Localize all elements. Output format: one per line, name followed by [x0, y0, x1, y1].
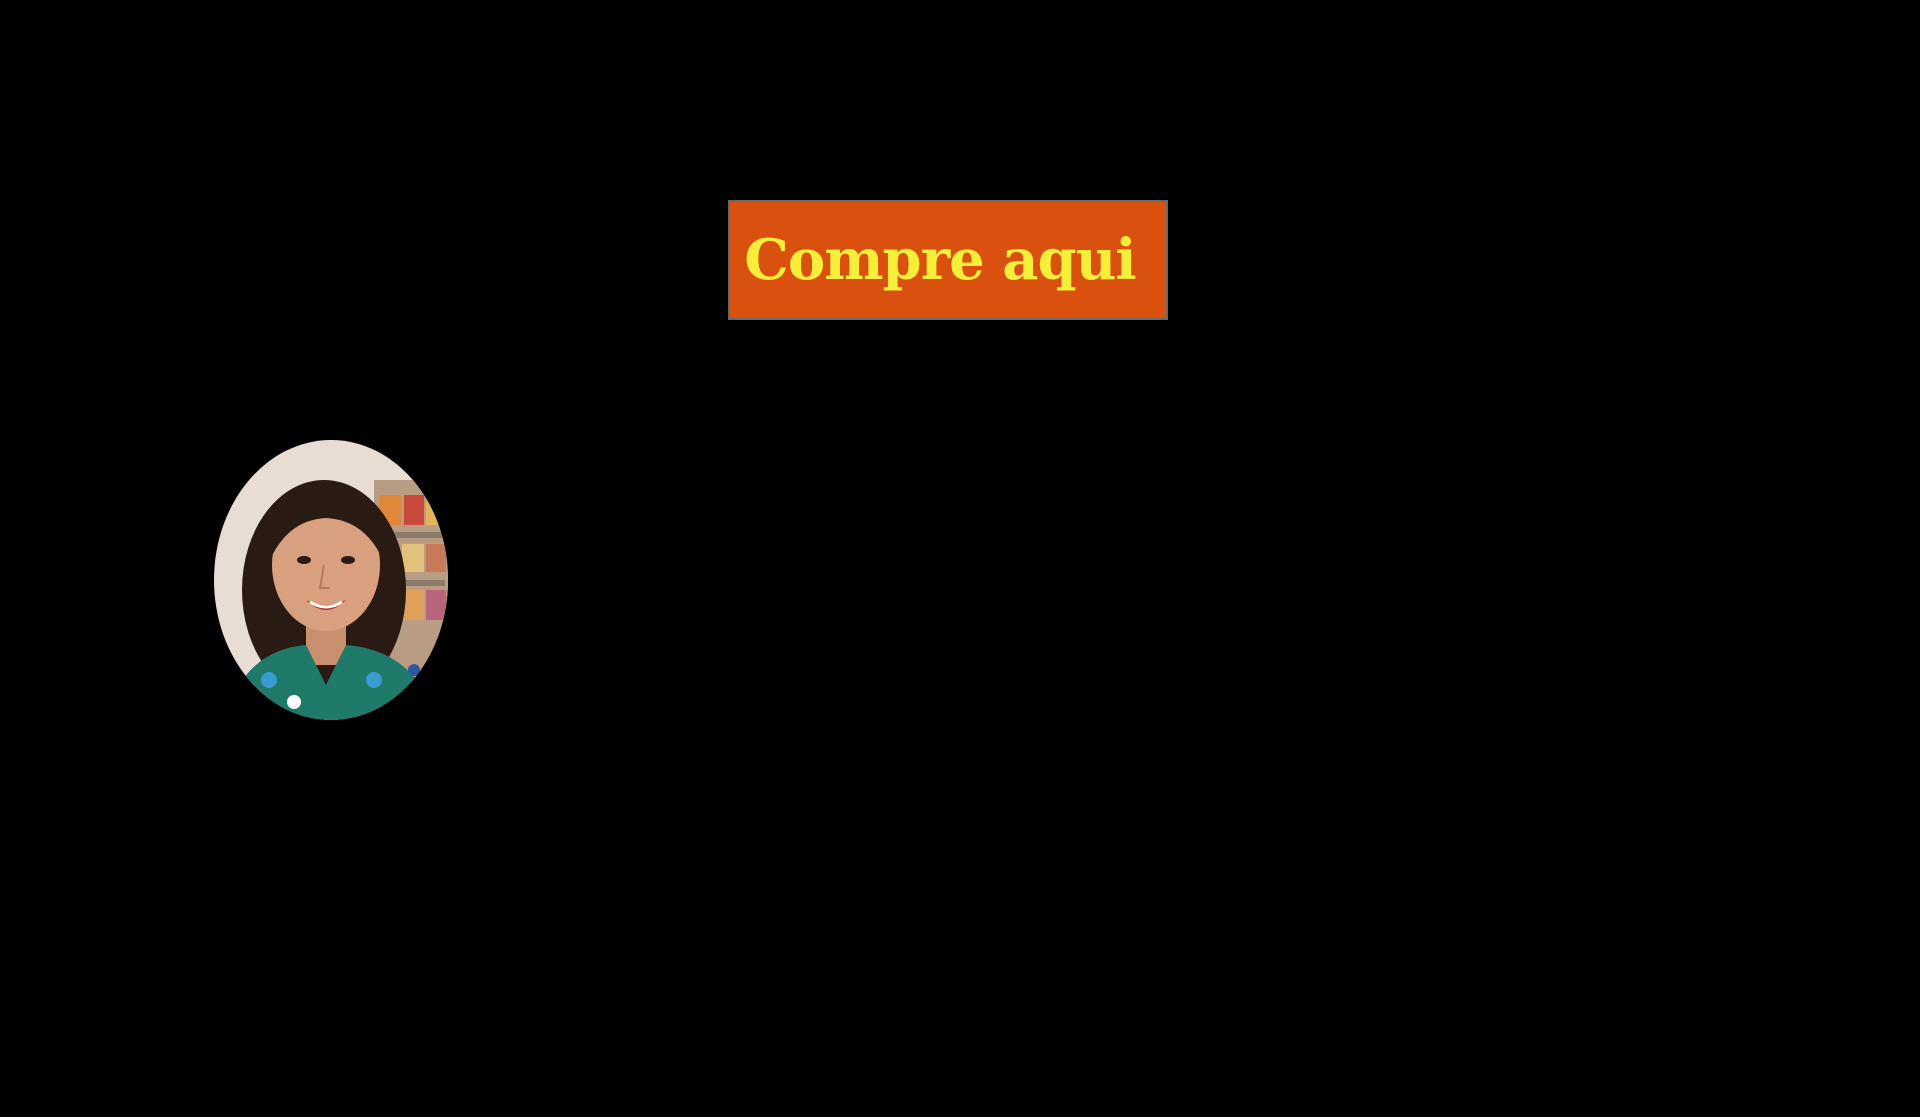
buy-here-button[interactable]: Compre aqui	[728, 200, 1168, 320]
avatar	[214, 440, 448, 720]
person-photo-icon	[214, 440, 448, 720]
